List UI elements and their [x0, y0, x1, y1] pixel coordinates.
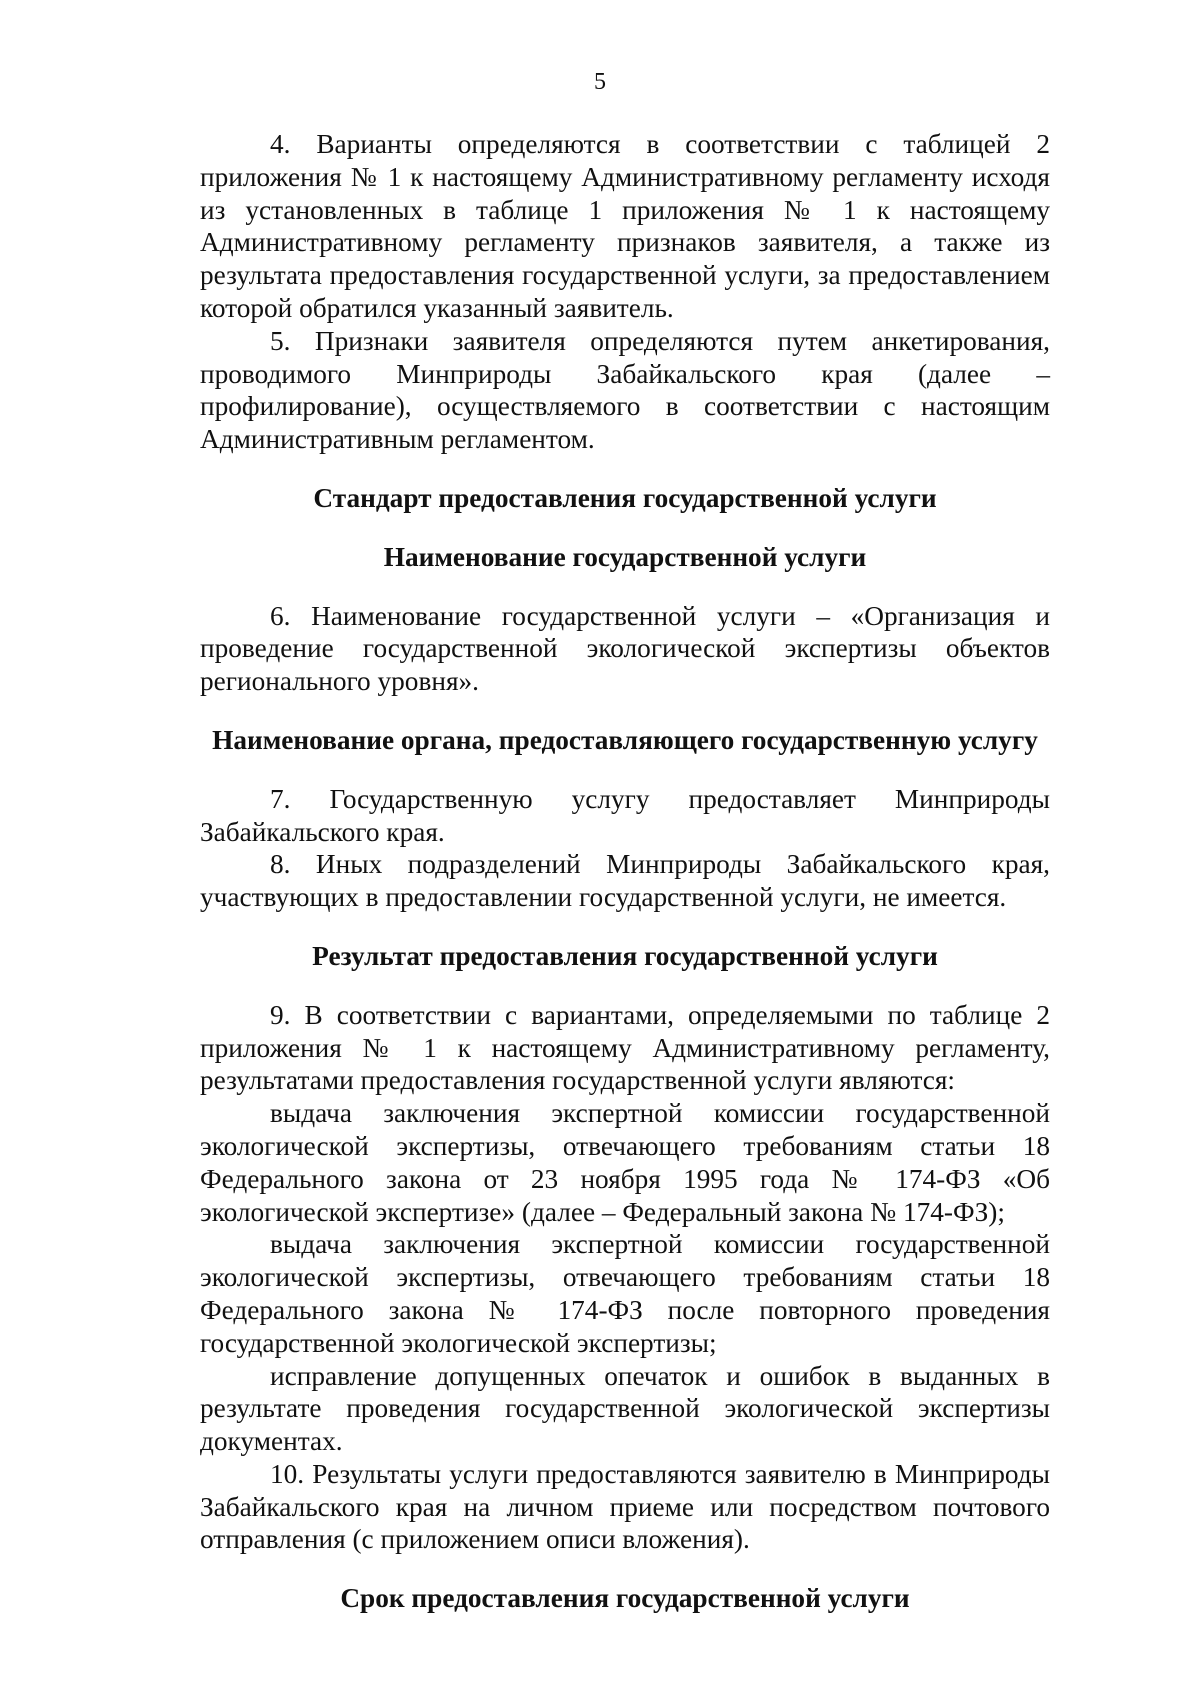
paragraph-4: 4. Варианты определяются в соответствии с таблицей 2 приложения № 1 к настоящему Административному регламенту исходя из установленных в таблице 1 приложения № 1 к настоящему Административному регламенту признаков заявителя, а также из результата предоставления государственной услуги, за предоставлением которой обратился указанный заявитель.	[200, 129, 1050, 323]
heading-organ: Наименование органа, предоставляющего государственную услугу	[212, 724, 1038, 755]
heading-result: Результат предоставления государственной услуги	[312, 940, 938, 971]
paragraph-9: 9. В соответствии с вариантами, определяемыми по таблице 2 приложения № 1 к настоящему Административному регламенту, результатами предоставления государственной услуги являются:	[200, 999, 1050, 1096]
result-item-3: исправление допущенных опечаток и ошибок в выданных в результате проведения государственной экологической экспертизы документах.	[200, 1360, 1050, 1457]
paragraph-10: 10. Результаты услуги предоставляются заявителю в Минприроды Забайкальского края на личном приеме или посредством почтового отправления (с приложением описи вложения).	[200, 1458, 1050, 1555]
paragraph-5: 5. Признаки заявителя определяются путем анкетирования, проводимого Минприроды Забайкальского края (далее – профилирование), осуществляемого в соответствии с настоящим Административным регламентом.	[200, 325, 1050, 455]
heading-service-name: Наименование государственной услуги	[383, 541, 867, 572]
result-item-1: выдача заключения экспертной комиссии государственной экологической экспертизы, отвечающего требованиям статьи 18 Федерального закона от 23 ноября 1995 года № 174-ФЗ «Об экологической экспертизе» (далее – Федеральный закона № 174-ФЗ);	[200, 1098, 1050, 1227]
paragraph-6: 6. Наименование государственной услуги – «Организация и проведение государственной экологической экспертизы объектов регионального уровня».	[200, 600, 1050, 697]
paragraph-8: 8. Иных подразделений Минприроды Забайкальского края, участвующих в предоставлении государственной услуги, не имеется.	[200, 849, 1050, 913]
paragraph-7: 7. Государственную услугу предоставляет Минприроды Забайкальского края.	[200, 783, 1050, 847]
page-number: 5	[594, 69, 606, 95]
document-body	[200, 128, 1050, 1615]
heading-standard: Стандарт предоставления государственной услуги	[313, 482, 937, 513]
heading-term: Срок предоставления государственной услуги	[340, 1583, 910, 1614]
result-item-2: выдача заключения экспертной комиссии государственной экологической экспертизы, отвечающего требованиям статьи 18 Федерального закона № 174-ФЗ после повторного проведения государственной экологической экспертизы;	[200, 1229, 1050, 1358]
